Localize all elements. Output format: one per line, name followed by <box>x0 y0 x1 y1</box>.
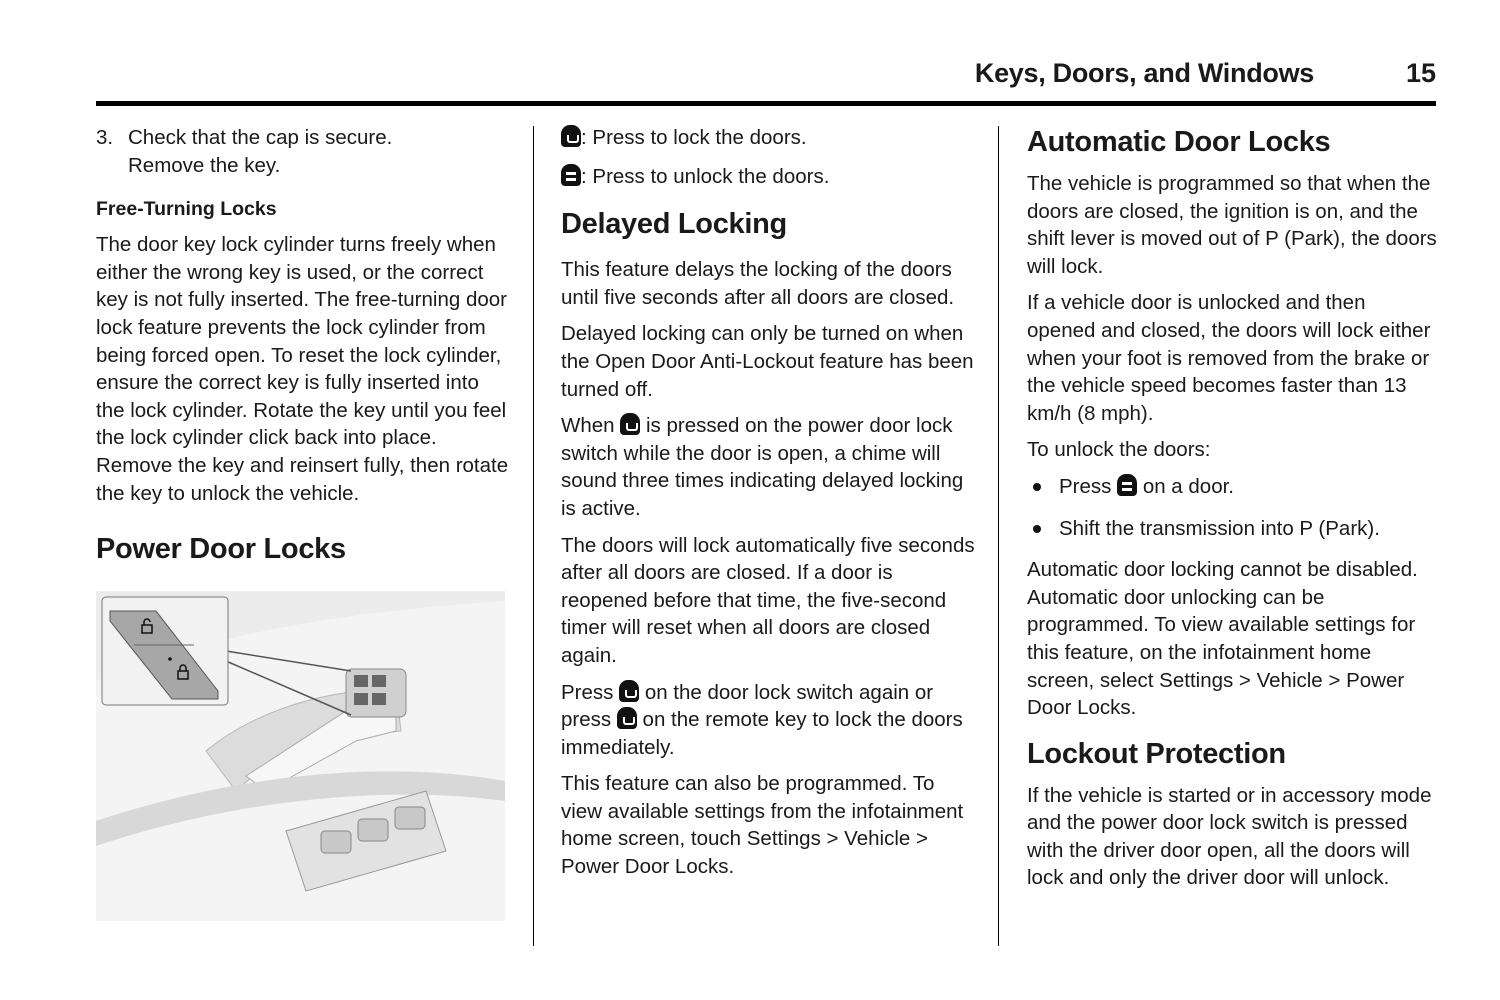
delayed-locking-heading: Delayed Locking <box>561 208 787 241</box>
column-2 <box>561 124 977 890</box>
lock-icon <box>619 680 639 702</box>
free-turning-text: The door key lock cylinder turns freely when either the wrong key is used, or the correct key is not fully inserted. The free-turning door lock feature prevents the lock cylinder from being forced open. To reset the lock cylinder, ensure the correct key is fully inserted into the lock cylinder. Rotate the key until you feel the lock cylinder click back into place. Remove the key and reinsert fully, then rotate the key to unlock the vehicle. <box>96 233 509 505</box>
column-divider-1 <box>533 126 534 946</box>
step-3 <box>96 124 510 179</box>
column-divider-2 <box>998 126 999 946</box>
delayed-p3-b: is pressed on the power door lock switch while the door is open, a chime will sound three times indicating delayed locking is active. <box>561 414 964 520</box>
delayed-p4: The doors will lock automatically five seconds after all doors are closed. If a door is reopened before that time, the five-second timer will reset when all doors are closed again. <box>561 533 975 667</box>
bullet-press-unlock <box>1027 473 1437 501</box>
lock-icon <box>617 707 637 729</box>
lock-icon <box>561 125 581 147</box>
free-turning-heading: Free-Turning Locks <box>96 198 277 221</box>
lockout-protection-heading: Lockout Protection <box>1027 737 1286 770</box>
bullet1-b: on a door. <box>1142 474 1235 498</box>
delayed-p5-b: on the door lock switch again or press <box>561 680 934 732</box>
automatic-door-locks-heading: Automatic Door Locks <box>1027 126 1331 158</box>
lock-icon <box>620 413 640 435</box>
delayed-p3-a: When <box>561 414 615 438</box>
power-door-heading: Power Door Locks <box>96 533 346 566</box>
lock-line-text: : Press to lock the doors. <box>581 126 807 149</box>
delayed-p5-c: on the remote key to lock the doors immediately. <box>561 708 963 759</box>
delayed-p2: Delayed locking can only be turned on when the Open Door Anti-Lockout feature has been turned off. <box>561 322 974 401</box>
unlock-icon <box>1117 474 1137 496</box>
unlock-icon <box>561 164 581 186</box>
bullet-shift-park: Shift the transmission into P (Park). <box>1027 515 1437 543</box>
lockout-p5: If the vehicle is started or in accessory mode and the power door lock switch is pressed with the driver door open, all the doors will lock and only the driver door will unlock. <box>1027 783 1432 890</box>
delayed-p5-a: Press <box>561 680 614 704</box>
header-rule <box>96 101 1436 106</box>
auto-p1: The vehicle is programmed so that when the doors are closed, the ignition is on, and the shift lever is moved out of P (Park), the doors will lock. <box>1027 172 1437 278</box>
chapter-title: Keys, Doors, and Windows <box>974 58 1314 88</box>
column-1 <box>96 124 510 567</box>
step-text: Check that the cap is secure. Remove the key. <box>128 126 393 177</box>
delayed-p3 <box>561 412 977 522</box>
delayed-p6: This feature can also be programmed. To view available settings from the infotainment home screen, touch Settings > Vehicle > Power Door Locks. <box>561 772 964 879</box>
lock-line <box>561 124 977 152</box>
bullet1-a: Press <box>1059 474 1112 498</box>
delayed-p5 <box>561 679 977 762</box>
step-number: 3. <box>96 126 114 149</box>
auto-p4: Automatic door locking cannot be disabled. Automatic door unlocking can be programmed. To view available settings for this feature, on the infotainment home screen, select Settings > Vehicle > Power Door Locks. <box>1027 558 1418 720</box>
delayed-p1: This feature delays the locking of the doors until five seconds after all doors are closed. <box>561 258 955 309</box>
auto-p2: If a vehicle door is unlocked and then opened and closed, the doors will lock either when your foot is removed from the brake or the vehicle speed becomes faster than 13 km/h (8 mph). <box>1027 291 1431 425</box>
page-number: 15 <box>1405 58 1436 88</box>
unlock-line <box>561 163 977 191</box>
door-lock-switch-illustration <box>96 591 505 921</box>
unlock-line-text: : Press to unlock the doors. <box>581 164 830 188</box>
column-3 <box>1027 124 1437 901</box>
door-panel-drawing <box>96 591 505 921</box>
auto-p3: To unlock the doors: <box>1027 438 1211 462</box>
